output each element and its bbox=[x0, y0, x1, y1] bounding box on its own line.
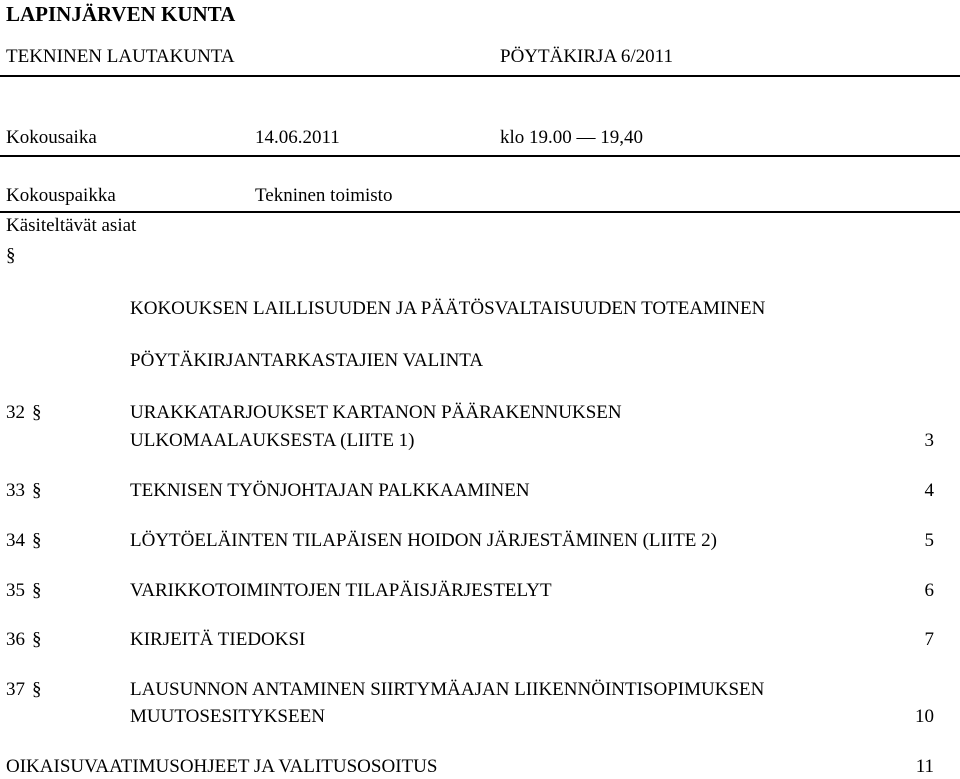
agenda-item-page: 3 bbox=[924, 430, 934, 451]
agenda-item-page: 10 bbox=[915, 706, 934, 727]
items-heading: Käsiteltävät asiat bbox=[6, 215, 137, 236]
agenda-item-title: KIRJEITÄ TIEDOKSI bbox=[130, 629, 306, 650]
time-divider bbox=[0, 155, 960, 157]
agenda-item-number: 33 bbox=[6, 480, 25, 501]
agenda-item-title: TEKNISEN TYÖNJOHTAJAN PALKKAAMINEN bbox=[130, 480, 530, 501]
municipality-title: LAPINJÄRVEN KUNTA bbox=[6, 2, 236, 26]
section-sign: § bbox=[32, 679, 42, 700]
section-sign-heading: § bbox=[6, 245, 16, 266]
place-divider bbox=[0, 211, 960, 213]
meeting-place-value: Tekninen toimisto bbox=[255, 185, 393, 206]
agenda-item-number: 37 bbox=[6, 679, 25, 700]
meeting-time-label: Kokousaika bbox=[6, 127, 97, 148]
section-sign: § bbox=[32, 629, 42, 650]
agenda-item-page: 7 bbox=[924, 629, 934, 650]
section-sign: § bbox=[32, 402, 42, 423]
appeal-instructions-page: 11 bbox=[915, 756, 934, 777]
meeting-clock: klo 19.00 — 19,40 bbox=[500, 127, 644, 148]
agenda-item-number: 34 bbox=[6, 530, 25, 551]
meeting-date: 14.06.2011 bbox=[255, 127, 340, 148]
agenda-item-title: LAUSUNNON ANTAMINEN SIIRTYMÄAJAN LIIKENNÖINTISOPIMUKSEN bbox=[130, 679, 765, 700]
agenda-item-title-continued: MUUTOSESITYKSEEN bbox=[130, 706, 325, 727]
agenda-item-number: 36 bbox=[6, 629, 25, 650]
agenda-item-title-continued: ULKOMAALAUKSESTA (LIITE 1) bbox=[130, 430, 415, 451]
agenda-item-number: 32 bbox=[6, 402, 25, 423]
appeal-instructions-title: OIKAISUVAATIMUSOHJEET JA VALITUSOSOITUS bbox=[6, 756, 438, 777]
agenda-item-page: 6 bbox=[924, 580, 934, 601]
agenda-item-title: PÖYTÄKIRJANTARKASTAJIEN VALINTA bbox=[130, 350, 484, 371]
board-name: TEKNINEN LAUTAKUNTA bbox=[6, 46, 235, 67]
section-sign: § bbox=[32, 530, 42, 551]
section-sign: § bbox=[32, 580, 42, 601]
agenda-item-page: 4 bbox=[924, 480, 934, 501]
agenda-item-title: VARIKKOTOIMINTOJEN TILAPÄISJÄRJESTELYT bbox=[130, 580, 552, 601]
agenda-item-title: LÖYTÖELÄINTEN TILAPÄISEN HOIDON JÄRJESTÄMINEN (LIITE 2) bbox=[130, 530, 717, 551]
agenda-item-title: KOKOUKSEN LAILLISUUDEN JA PÄÄTÖSVALTAISUUDEN TOTEAMINEN bbox=[130, 298, 766, 319]
section-sign: § bbox=[32, 480, 42, 501]
agenda-item-number: 35 bbox=[6, 580, 25, 601]
minutes-reference: PÖYTÄKIRJA 6/2011 bbox=[500, 46, 673, 67]
meeting-place-label: Kokouspaikka bbox=[6, 185, 116, 206]
agenda-item-title: URAKKATARJOUKSET KARTANON PÄÄRAKENNUKSEN bbox=[130, 402, 622, 423]
agenda-item-page: 5 bbox=[924, 530, 934, 551]
header-divider bbox=[0, 75, 960, 77]
